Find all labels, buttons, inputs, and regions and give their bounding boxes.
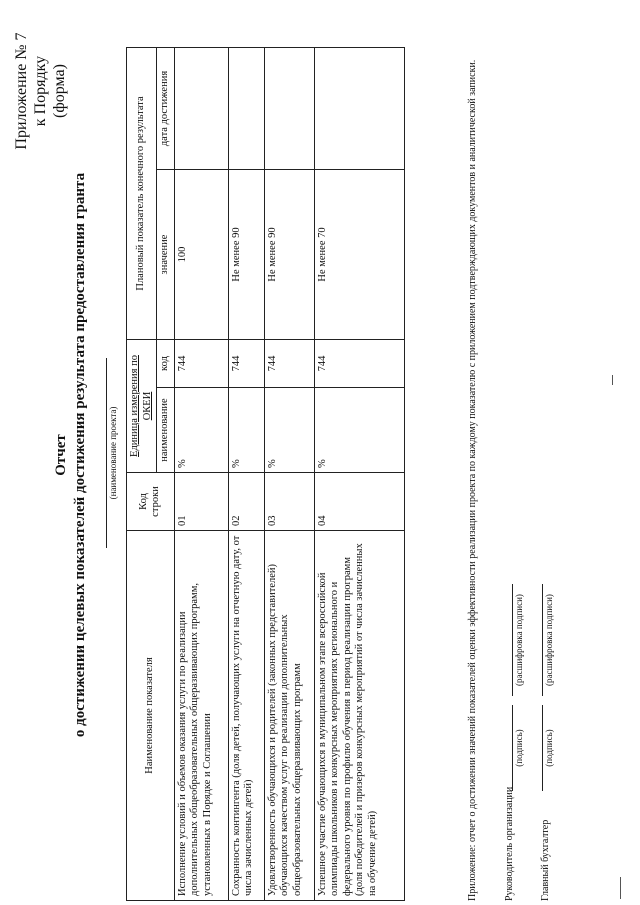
table-row [174, 47, 228, 900]
plan-date [174, 47, 228, 169]
plan-value: Не менее 70 [314, 170, 404, 340]
appendix-note: Приложение: отчет о достижении значений показателей оценки эффективности реализации проекта по каждому показателю с приложением подтверждающих документов и аналитической записки. [467, 59, 478, 901]
indicators-table [126, 47, 405, 901]
accountant-decode-line [542, 584, 543, 696]
accountant-decode-caption: (расшифровка подписи) [544, 594, 554, 686]
indicator-name: Сохранность контингента (доля детей, получающих услуги на отчетную дату, от числа зачисленных детей) [228, 531, 264, 901]
unit-name: % [174, 388, 228, 473]
row-code: 02 [228, 473, 264, 531]
unit-name: % [314, 388, 404, 473]
scan-edge-mark [612, 375, 613, 385]
project-name-line [106, 358, 107, 548]
plan-value: Не менее 90 [264, 170, 314, 340]
row-code: 04 [314, 473, 404, 531]
unit-name: % [228, 388, 264, 473]
accountant-label: Главный бухгалтер [540, 819, 551, 901]
head-decode-caption: (расшифровка подписи) [514, 594, 524, 686]
header-unit-name: наименование [157, 388, 175, 473]
header-plan-group: Плановый показатель конечного результата [127, 47, 157, 339]
scan-edge-mark [620, 877, 621, 899]
table-row [314, 47, 404, 900]
appendix-form-label: (форма) [51, 64, 68, 118]
appendix-number: Приложение № 7 [13, 32, 30, 150]
okei-code: 744 [228, 340, 264, 388]
plan-value: 100 [174, 170, 228, 340]
head-decode-line [512, 584, 513, 696]
plan-date [228, 47, 264, 169]
okei-code: 744 [174, 340, 228, 388]
okei-code: 744 [264, 340, 314, 388]
row-code: 01 [174, 473, 228, 531]
plan-date [264, 47, 314, 169]
header-unit-group: Единица измерения по ОКЕИ [127, 340, 157, 473]
header-row-code: Код строки [127, 473, 175, 531]
signature-row-head [504, 301, 534, 901]
table-row [228, 47, 264, 900]
accountant-sign-caption: (подпись) [544, 729, 554, 767]
head-label: Руководитель организации [504, 786, 515, 901]
okei-code: 744 [314, 340, 404, 388]
header-plan-value: значение [157, 170, 175, 340]
appendix-reference: к Порядку [32, 55, 49, 127]
report-title: Отчет [53, 434, 69, 476]
header-plan-date: дата достижения [157, 47, 175, 169]
accountant-sign-line [542, 705, 543, 791]
row-code: 03 [264, 473, 314, 531]
report-subtitle: о достижении целевых показателей достижения результата предоставления гранта [72, 172, 88, 738]
plan-value: Не менее 90 [228, 170, 264, 340]
head-sign-caption: (подпись) [514, 729, 524, 767]
unit-name: % [264, 388, 314, 473]
indicator-name: Удовлетворенность обучающихся и родителей (законных представителей) обучающихся качеством услуг по реализации дополнительных общеобразовательных общеразвивающих программ [264, 531, 314, 901]
table-row [264, 47, 314, 900]
signature-block [504, 301, 564, 901]
signature-row-accountant [534, 301, 564, 901]
indicator-name: Успешное участие обучающихся в муниципальном этапе всероссийской олимпиады школьников и конкурсных мероприятиях регионального и федерального уровня по профилю обучения в период реализации программ (доля победителей и призеров конкурсных мероприятий от числа зачисленных на обучение детей) [314, 531, 404, 901]
plan-date [314, 47, 404, 169]
project-name-caption: (наименование проекта) [108, 406, 118, 500]
header-unit-code: код [157, 340, 175, 388]
head-sign-line [512, 705, 513, 791]
indicator-name: Исполнение условий и объемов оказания услуги по реализации дополнительных общеобразовательных общеразвивающих программ, установленных в Порядке и Соглашении [174, 531, 228, 901]
header-indicator-name: Наименование показателя [127, 531, 175, 901]
